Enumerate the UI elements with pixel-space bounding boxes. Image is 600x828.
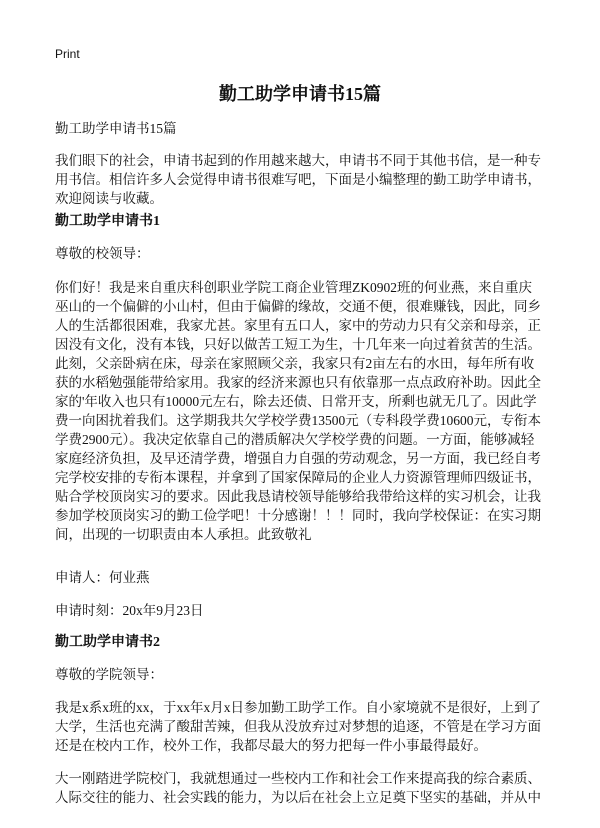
text-line: 完学校安排的专衔本课程，并拿到了国家保障局的企业人力资源管理师四级证书， — [55, 470, 541, 485]
subtitle: 勤工助学申请书15篇 — [55, 121, 177, 136]
section1-heading: 勤工助学申请书1 — [55, 214, 160, 229]
print-link[interactable]: Print — [55, 47, 80, 61]
section1-salutation: 尊敬的校领导： — [55, 246, 150, 261]
text-line: 学费2900元）。我决定依靠自己的潜质解决欠学校学费的问题。一方面，能够减轻 — [55, 432, 535, 447]
text-line: 大一刚踏进学院校门，我就想通过一些校内工作和社会工作来提高我的综合素质、 — [55, 771, 541, 786]
text-line: 费一向困扰着我们。这学期我共欠学校学费13500元（专科段学费10600元，专衔本 — [55, 413, 541, 428]
text-line: 家庭经济负担，及早还清学费，增强自力自强的劳动观念，另一方面，我已经自考 — [55, 451, 541, 466]
text-line: 此刻，父亲卧病在床，母亲在家照顾父亲，我家只有2亩左右的水田，每年所有收 — [55, 356, 535, 371]
section2-heading: 勤工助学申请书2 — [55, 635, 160, 650]
text-line: 家的'年收入也只有10000元左右，除去还债、日常开支，所剩也就无几了。因此学 — [55, 394, 537, 409]
text-line: 你们好！我是来自重庆科创职业学院工商企业管理ZK0902班的何业燕，来自重庆 — [55, 280, 532, 295]
text-line: 还是在校内工作，校外工作，我都尽最大的努力把每一件小事最得最好。 — [55, 738, 487, 753]
text-line: 贴合学校顶岗实习的要求。因此我恳请校领导能够给我带给这样的实习机会，让我 — [55, 489, 541, 504]
text-line: 间，出现的一切职责由本人承担。此致敬礼 — [55, 527, 312, 542]
text-line: 我们眼下的社会，申请书起到的作用越来越大，申请书不同于其他书信，是一种专 — [55, 153, 541, 168]
text-line: 人的生活都很困难，我家尤甚。家里有五口人，家中的劳动力只有父亲和母亲，正 — [55, 318, 541, 333]
text-line: 用书信。相信许多人会觉得申请书很难写吧，下面是小编整理的勤工助学申请书， — [55, 172, 541, 187]
text-line: 因没有文化，没有本钱，只好以做苦工短工为生，十几年来一向过着贫苦的生活。 — [55, 337, 541, 352]
text-line: 人际交往的能力、社会实践的能力，为以后在社会上立足奠下坚实的基础，并从中 — [55, 790, 541, 805]
text-line: 巫山的一个偏僻的小山村，但由于偏僻的缘故，交通不便，很难赚钱，因此，同乡 — [55, 299, 541, 314]
text-line: 参加学校顶岗实习的勤工俭学吧！十分感谢！！！同时，我向学校保证：在实习期 — [55, 508, 541, 523]
text-line: 我是x系x班的xx，于xx年x月x日参加勤工助学工作。自小家境就不是很好，上到了 — [55, 700, 541, 715]
text-line: 欢迎阅读与收藏。 — [55, 191, 163, 206]
intro-paragraph — [55, 151, 575, 208]
section2-paragraph-2 — [55, 769, 575, 807]
page-title: 勤工助学申请书15篇 — [219, 84, 381, 104]
section2-salutation: 尊敬的学院领导： — [55, 667, 163, 682]
section1-body — [55, 278, 575, 544]
text-line: 获的水稻勉强能带给家用。我家的经济来源也只有依靠那一点点政府补助。因此全 — [55, 375, 541, 390]
applicant: 申请人：何业燕 — [55, 570, 150, 585]
application-date: 申请时刻：20x年9月23日 — [55, 603, 204, 618]
text-line: 大学，生活也充满了酸甜苦辣，但我从没放弃过对梦想的追逐，不管是在学习方面 — [55, 719, 541, 734]
section2-paragraph-1 — [55, 698, 575, 755]
